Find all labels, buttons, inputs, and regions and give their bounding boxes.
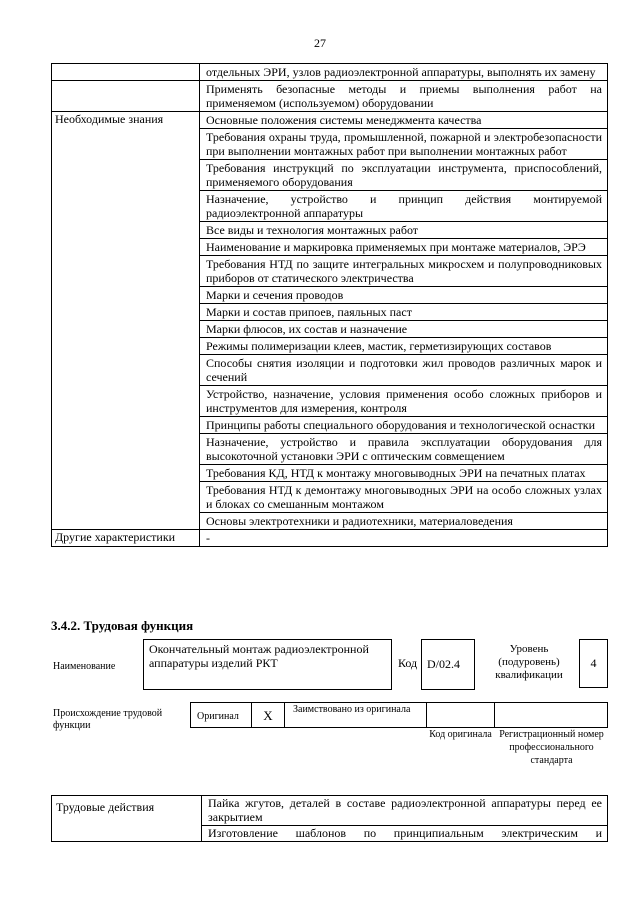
knowledge-item: Режимы полимеризации клеев, мастик, герметизирующих составов	[200, 338, 608, 355]
function-name-box: Окончательный монтаж радиоэлектронной аппаратуры изделий РКТ	[143, 639, 392, 690]
knowledge-item: Назначение, устройство и правила эксплуатации оборудования для высокоточной установки ЭРИ с оптическим совмещением	[200, 434, 608, 465]
knowledge-item: Требования НТД по защите интегральных микросхем и полупроводниковых приборов от статического электричества	[200, 256, 608, 287]
knowledge-table	[51, 63, 608, 547]
labor-actions-table	[51, 795, 608, 842]
original-label-box: Оригинал	[190, 702, 252, 728]
reg-number-box	[494, 702, 608, 728]
code-label: Код	[398, 656, 418, 670]
knowledge-item: Марки и сечения проводов	[200, 287, 608, 304]
level-value-box: 4	[579, 639, 608, 688]
knowledge-item: Требования инструкций по эксплуатации инструмента, приспособлений, применяемого оборудования	[200, 160, 608, 191]
knowledge-item: Устройство, назначение, условия применения особо сложных приборов и инструментов для измерения, контроля	[200, 386, 608, 417]
knowledge-item: Все виды и технология монтажных работ	[200, 222, 608, 239]
knowledge-item: Способы снятия изоляции и подготовки жил проводов различных марок и сечений	[200, 355, 608, 386]
labor-action-item: Изготовление шаблонов по принципиальным электрическим и	[202, 826, 608, 842]
code-value-box: D/02.4	[421, 639, 475, 690]
knowledge-item: Назначение, устройство и принцип действия монтируемой радиоэлектронной аппаратуры	[200, 191, 608, 222]
original-mark-box: X	[251, 702, 285, 728]
labor-action-item: Пайка жгутов, деталей в составе радиоэлектронной аппаратуры перед ее закрытием	[202, 796, 608, 826]
knowledge-item: Требования охраны труда, промышленной, пожарной и электробезопасности при выполнении монтажных работ при выполнении монтажных работ	[200, 129, 608, 160]
knowledge-item: Марки флюсов, их состав и назначение	[200, 321, 608, 338]
code-original-box	[426, 702, 495, 728]
other-characteristics-label: Другие характеристики	[52, 530, 200, 547]
code-original-label: Код оригинала	[429, 729, 492, 740]
skill-cell: Применять безопасные методы и приемы выполнения работ на применяемом (используемом) оборудовании	[200, 81, 608, 112]
knowledge-item: Требования КД, НТД к монтажу многовыводных ЭРИ на печатных платах	[200, 465, 608, 482]
knowledge-item: Основы электротехники и радиотехники, материаловедения	[200, 513, 608, 530]
origin-label: Происхождение трудовой функции	[53, 708, 163, 731]
skill-cell: отдельных ЭРИ, узлов радиоэлектронной аппаратуры, выполнять их замену	[200, 64, 608, 81]
section-heading: 3.4.2. Трудовая функция	[51, 618, 194, 633]
other-characteristics-value: -	[200, 530, 608, 547]
empty-label-cell	[52, 81, 200, 112]
knowledge-item: Наименование и маркировка применяемых при монтаже материалов, ЭРЭ	[200, 239, 608, 256]
empty-label-cell	[52, 64, 200, 81]
borrowed-label-box: Заимствовано из оригинала	[284, 702, 427, 728]
knowledge-item: Требования НТД к демонтажу многовыводных ЭРИ на особо сложных узлах и блоках со смешанным монтажом	[200, 482, 608, 513]
name-label: Наименование	[53, 661, 116, 672]
level-label: Уровень (подуровень) квалификации	[495, 643, 563, 681]
knowledge-item: Принципы работы специального оборудования и технологической оснастки	[200, 417, 608, 434]
knowledge-label: Необходимые знания	[52, 112, 200, 530]
knowledge-item: Основные положения системы менеджмента качества	[200, 112, 608, 129]
page-number: 27	[314, 36, 326, 50]
reg-number-label: Регистрационный номер профессионального стандарта	[499, 729, 604, 766]
knowledge-item: Марки и состав припоев, паяльных паст	[200, 304, 608, 321]
labor-actions-label: Трудовые действия	[52, 796, 202, 842]
